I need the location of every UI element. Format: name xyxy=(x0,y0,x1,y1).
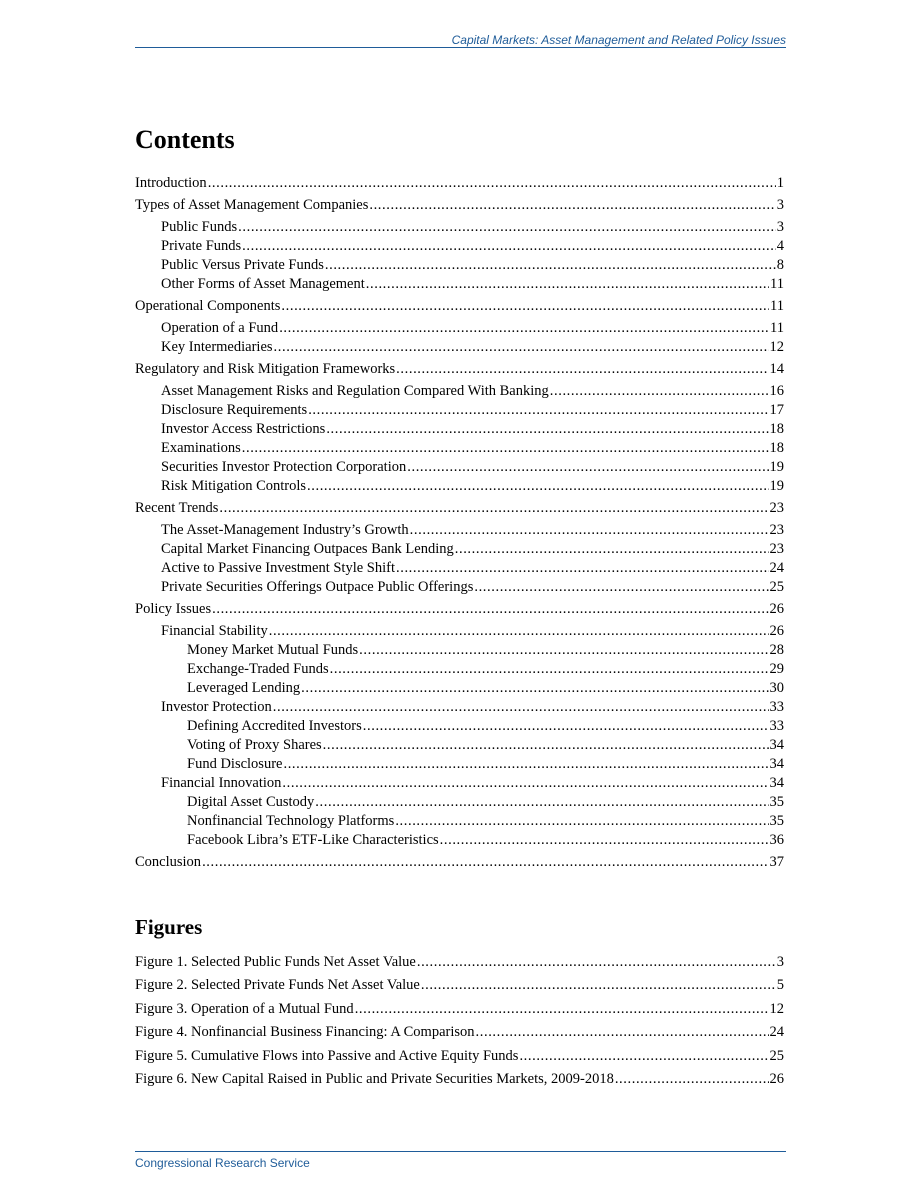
toc-entry[interactable] xyxy=(135,382,784,401)
dot-leader xyxy=(323,736,769,755)
toc-entry[interactable] xyxy=(135,559,784,578)
toc-entry[interactable] xyxy=(135,338,784,357)
dot-leader xyxy=(281,297,769,316)
dot-leader xyxy=(519,1045,768,1068)
toc-entry-title: Digital Asset Custody xyxy=(187,794,315,810)
toc-entry-page-number: 26 xyxy=(769,623,784,639)
toc-entry[interactable] xyxy=(135,477,784,496)
toc-entry-page-number: 12 xyxy=(769,339,784,355)
toc-entry-title: Asset Management Risks and Regulation Compared With Banking xyxy=(161,383,549,399)
toc-entry-page-number: 3 xyxy=(776,219,784,235)
dot-leader xyxy=(363,717,769,736)
toc-entry-title: Operational Components xyxy=(135,298,281,314)
toc-entry[interactable] xyxy=(135,319,784,338)
figure-entry-title: Figure 3. Operation of a Mutual Fund xyxy=(135,1000,354,1017)
toc-entry-page-number: 16 xyxy=(769,383,784,399)
toc-entry-page-number: 35 xyxy=(769,794,784,810)
dot-leader xyxy=(202,853,768,872)
figure-entry-page-number: 24 xyxy=(769,1024,784,1041)
toc-entry-page-number: 37 xyxy=(769,854,784,870)
toc-entry-title: Leveraged Lending xyxy=(187,680,301,696)
figure-entry[interactable] xyxy=(135,1045,784,1068)
toc-entry[interactable] xyxy=(135,698,784,717)
toc-entry-title: Securities Investor Protection Corporation xyxy=(161,459,407,475)
toc-entry-page-number: 1 xyxy=(776,175,784,191)
toc-entry-page-number: 36 xyxy=(769,832,784,848)
figure-entry[interactable] xyxy=(135,951,784,974)
toc-entry[interactable] xyxy=(135,578,784,597)
toc-entry[interactable] xyxy=(135,499,784,518)
figure-entry-title: Figure 2. Selected Private Funds Net Asset Value xyxy=(135,977,420,994)
toc-entry-title: Types of Asset Management Companies xyxy=(135,197,369,213)
toc-entry-title: Fund Disclosure xyxy=(187,756,283,772)
dot-leader xyxy=(325,256,776,275)
toc-entry-title: Public Versus Private Funds xyxy=(161,257,324,273)
dot-leader xyxy=(308,401,768,420)
toc-entry[interactable] xyxy=(135,420,784,439)
figures-heading: Figures xyxy=(135,915,203,939)
toc-entry-title: The Asset-Management Industry’s Growth xyxy=(161,522,409,538)
toc-entry-title: Disclosure Requirements xyxy=(161,402,308,418)
toc-entry[interactable] xyxy=(135,521,784,540)
toc-entry[interactable] xyxy=(135,793,784,812)
toc-entry[interactable] xyxy=(135,853,784,872)
figure-entry-title: Figure 5. Cumulative Flows into Passive and Active Equity Funds xyxy=(135,1047,519,1064)
dot-leader xyxy=(396,559,769,578)
toc-entry-title: Private Securities Offerings Outpace Public Offerings xyxy=(161,579,474,595)
toc-entry[interactable] xyxy=(135,174,784,193)
dot-leader xyxy=(395,812,768,831)
toc-entry-page-number: 23 xyxy=(769,522,784,538)
dot-leader xyxy=(242,237,776,256)
toc-entry[interactable] xyxy=(135,641,784,660)
toc-entry-page-number: 18 xyxy=(769,440,784,456)
figure-entry-page-number: 26 xyxy=(769,1071,784,1088)
toc-entry-title: Investor Access Restrictions xyxy=(161,421,326,437)
toc-entry-title: Regulatory and Risk Mitigation Frameworks xyxy=(135,361,396,377)
toc-entry[interactable] xyxy=(135,812,784,831)
dot-leader xyxy=(282,774,768,793)
toc-entry[interactable] xyxy=(135,360,784,379)
figure-entry-page-number: 3 xyxy=(776,954,784,970)
toc-entry-title: Key Intermediaries xyxy=(161,339,273,355)
toc-entry-page-number: 34 xyxy=(769,737,784,753)
toc-entry-page-number: 11 xyxy=(770,320,784,336)
toc-entry-page-number: 26 xyxy=(769,601,784,617)
toc-entry[interactable] xyxy=(135,196,784,215)
toc-entry[interactable] xyxy=(135,540,784,559)
toc-entry[interactable] xyxy=(135,774,784,793)
running-footer xyxy=(135,1151,786,1170)
contents-heading: Contents xyxy=(135,125,235,154)
running-header xyxy=(135,30,786,48)
toc-entry-title: Recent Trends xyxy=(135,500,219,516)
toc-entry-title: Active to Passive Investment Style Shift xyxy=(161,560,395,576)
footer-publisher: Congressional Research Service xyxy=(135,1156,310,1170)
toc-entry-page-number: 35 xyxy=(769,813,784,829)
toc-entry[interactable] xyxy=(135,458,784,477)
toc-entry[interactable] xyxy=(135,237,784,256)
toc-entry-title: Financial Innovation xyxy=(161,775,282,791)
toc-entry-title: Risk Mitigation Controls xyxy=(161,478,307,494)
toc-entry-title: Investor Protection xyxy=(161,699,272,715)
toc-entry-page-number: 3 xyxy=(776,197,784,213)
toc-entry-title: Financial Stability xyxy=(161,623,268,639)
dot-leader xyxy=(212,600,768,619)
toc-entry[interactable] xyxy=(135,275,784,294)
toc-entry[interactable] xyxy=(135,679,784,698)
dot-leader xyxy=(273,698,769,717)
toc-entry-page-number: 24 xyxy=(769,560,784,576)
dot-leader xyxy=(274,338,769,357)
dot-leader xyxy=(369,196,775,215)
toc-entry-page-number: 23 xyxy=(769,500,784,516)
toc-entry-page-number: 34 xyxy=(769,756,784,772)
toc-entry-title: Examinations xyxy=(161,440,241,456)
toc-entry[interactable] xyxy=(135,755,784,774)
toc-entry-page-number: 23 xyxy=(769,541,784,557)
dot-leader xyxy=(550,382,769,401)
dot-leader xyxy=(219,499,768,518)
toc-entry[interactable] xyxy=(135,831,784,850)
toc-entry[interactable] xyxy=(135,401,784,420)
dot-leader xyxy=(359,641,768,660)
toc-entry-page-number: 25 xyxy=(769,579,784,595)
figures-list xyxy=(135,951,784,1091)
figure-entry-page-number: 5 xyxy=(776,977,784,994)
dot-leader xyxy=(421,974,776,997)
toc-entry[interactable] xyxy=(135,600,784,619)
dot-leader xyxy=(366,275,769,294)
toc-entry-title: Nonfinancial Technology Platforms xyxy=(187,813,395,829)
toc-entry-title: Other Forms of Asset Management xyxy=(161,276,365,292)
toc-entry-title: Facebook Libra’s ETF-Like Characteristics xyxy=(187,832,439,848)
figure-entry-title: Figure 6. New Capital Raised in Public and Private Securities Markets, 2009-2018 xyxy=(135,1071,614,1088)
toc-entry-page-number: 34 xyxy=(769,775,784,791)
dot-leader xyxy=(283,755,768,774)
dot-leader xyxy=(326,420,768,439)
toc-entry[interactable] xyxy=(135,717,784,736)
contents-list xyxy=(135,174,784,872)
toc-entry-page-number: 4 xyxy=(776,238,784,254)
dot-leader xyxy=(476,1021,769,1044)
toc-entry-title: Exchange-Traded Funds xyxy=(187,661,329,677)
toc-entry-page-number: 30 xyxy=(769,680,784,696)
dot-leader xyxy=(238,218,776,237)
toc-entry-title: Conclusion xyxy=(135,854,202,870)
dot-leader xyxy=(410,521,769,540)
dot-leader xyxy=(407,458,768,477)
toc-entry[interactable] xyxy=(135,660,784,679)
toc-entry-page-number: 11 xyxy=(770,298,784,314)
dot-leader xyxy=(440,831,769,850)
toc-entry-page-number: 8 xyxy=(776,257,784,273)
dot-leader xyxy=(615,1068,769,1091)
dot-leader xyxy=(355,998,769,1021)
toc-entry-title: Public Funds xyxy=(161,219,238,235)
figure-entry-page-number: 25 xyxy=(769,1047,784,1064)
dot-leader xyxy=(330,660,769,679)
toc-entry-page-number: 28 xyxy=(769,642,784,658)
figure-entry[interactable] xyxy=(135,1021,784,1044)
toc-entry-title: Defining Accredited Investors xyxy=(187,718,362,734)
toc-entry-title: Private Funds xyxy=(161,238,242,254)
toc-entry-page-number: 19 xyxy=(769,459,784,475)
toc-entry-title: Capital Market Financing Outpaces Bank Lending xyxy=(161,541,454,557)
dot-leader xyxy=(279,319,769,338)
dot-leader xyxy=(208,174,776,193)
figure-entry-title: Figure 4. Nonfinancial Business Financing: A Comparison xyxy=(135,1024,475,1041)
toc-entry-title: Introduction xyxy=(135,175,207,191)
toc-entry-page-number: 11 xyxy=(770,276,784,292)
toc-entry[interactable] xyxy=(135,256,784,275)
dot-leader xyxy=(455,540,769,559)
toc-entry-title: Operation of a Fund xyxy=(161,320,279,336)
figure-entry[interactable] xyxy=(135,974,784,997)
figure-entry[interactable] xyxy=(135,1068,784,1091)
toc-entry-page-number: 14 xyxy=(769,361,784,377)
dot-leader xyxy=(269,622,769,641)
figure-entry-title: Figure 1. Selected Public Funds Net Asset Value xyxy=(135,954,416,970)
dot-leader xyxy=(474,578,768,597)
toc-entry-page-number: 33 xyxy=(769,718,784,734)
toc-entry-page-number: 19 xyxy=(769,478,784,494)
dot-leader xyxy=(417,951,776,974)
dot-leader xyxy=(242,439,769,458)
dot-leader xyxy=(307,477,768,496)
toc-entry[interactable] xyxy=(135,622,784,641)
toc-entry[interactable] xyxy=(135,218,784,237)
dot-leader xyxy=(396,360,768,379)
toc-entry-title: Policy Issues xyxy=(135,601,212,617)
figure-entry-page-number: 12 xyxy=(769,1000,784,1017)
figure-entry[interactable] xyxy=(135,998,784,1021)
toc-entry[interactable] xyxy=(135,297,784,316)
toc-entry-page-number: 17 xyxy=(769,402,784,418)
toc-entry[interactable] xyxy=(135,439,784,458)
dot-leader xyxy=(301,679,768,698)
toc-entry[interactable] xyxy=(135,736,784,755)
dot-leader xyxy=(315,793,768,812)
toc-entry-page-number: 18 xyxy=(769,421,784,437)
running-header-title: Capital Markets: Asset Management and Related Policy Issues xyxy=(451,33,786,47)
toc-entry-title: Money Market Mutual Funds xyxy=(187,642,359,658)
toc-entry-title: Voting of Proxy Shares xyxy=(187,737,322,753)
toc-entry-page-number: 33 xyxy=(769,699,784,715)
toc-entry-page-number: 29 xyxy=(769,661,784,677)
